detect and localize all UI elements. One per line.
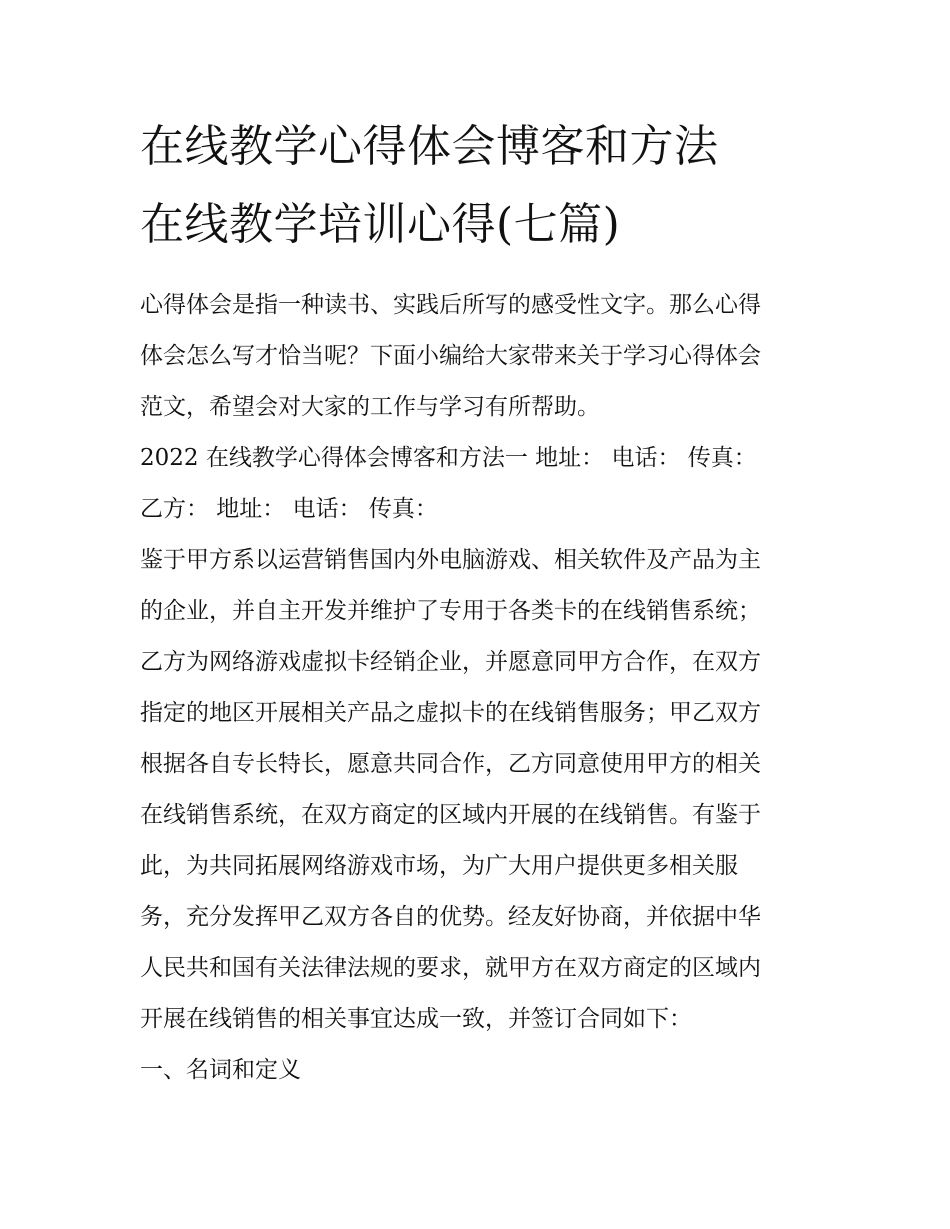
intro-line: 范文，希望会对大家的工作与学习有所帮助。 [140,394,600,420]
party-b-line: 乙方： 地址： 电话： 传真： [140,496,438,522]
document-title [140,108,820,264]
intro-line: 心得体会是指一种读书、实践后所写的感受性文字。那么心得 [140,292,761,318]
section-heading-text: 一、名词和定义 [140,1057,301,1083]
party-a-line: 2022 在线教学心得体会博客和方法一 地址： 电话： 传真： [140,445,757,471]
section-heading [140,1045,820,1096]
body-line: 在线销售系统，在双方商定的区域内开展的在线销售。有鉴于 [140,802,761,828]
intro-line: 体会怎么写才恰当呢？下面小编给大家带来关于学习心得体会 [140,343,761,369]
body-line: 的企业，并自主开发并维护了专用于各类卡的在线销售系统； [140,598,761,624]
body-line: 乙方为网络游戏虚拟卡经销企业，并愿意同甲方合作，在双方 [140,649,761,675]
body-line: 鉴于甲方系以运营销售国内外电脑游戏、相关软件及产品为主 [140,547,761,573]
document-content [140,108,820,1096]
body-line: 务，充分发挥甲乙双方各自的优势。经友好协商，并依据中华 [140,904,761,930]
intro-paragraph [140,280,820,433]
body-line: 根据各自专长特长，愿意共同合作，乙方同意使用甲方的相关 [140,751,761,777]
party-b-info [140,484,820,535]
body-line: 指定的地区开展相关产品之虚拟卡的在线销售服务；甲乙双方 [140,700,761,726]
body-line: 开展在线销售的相关事宜达成一致，并签订合同如下： [140,1006,692,1032]
body-paragraph [140,535,820,1045]
title-line: 在线教学培训心得(七篇) [140,199,621,250]
party-a-info [140,433,820,484]
body-line: 此，为共同拓展网络游戏市场，为广大用户提供更多相关服 [140,853,738,879]
body-line: 人民共和国有关法律法规的要求，就甲方在双方商定的区域内 [140,955,761,981]
title-line: 在线教学心得体会博客和方法 [140,121,719,172]
